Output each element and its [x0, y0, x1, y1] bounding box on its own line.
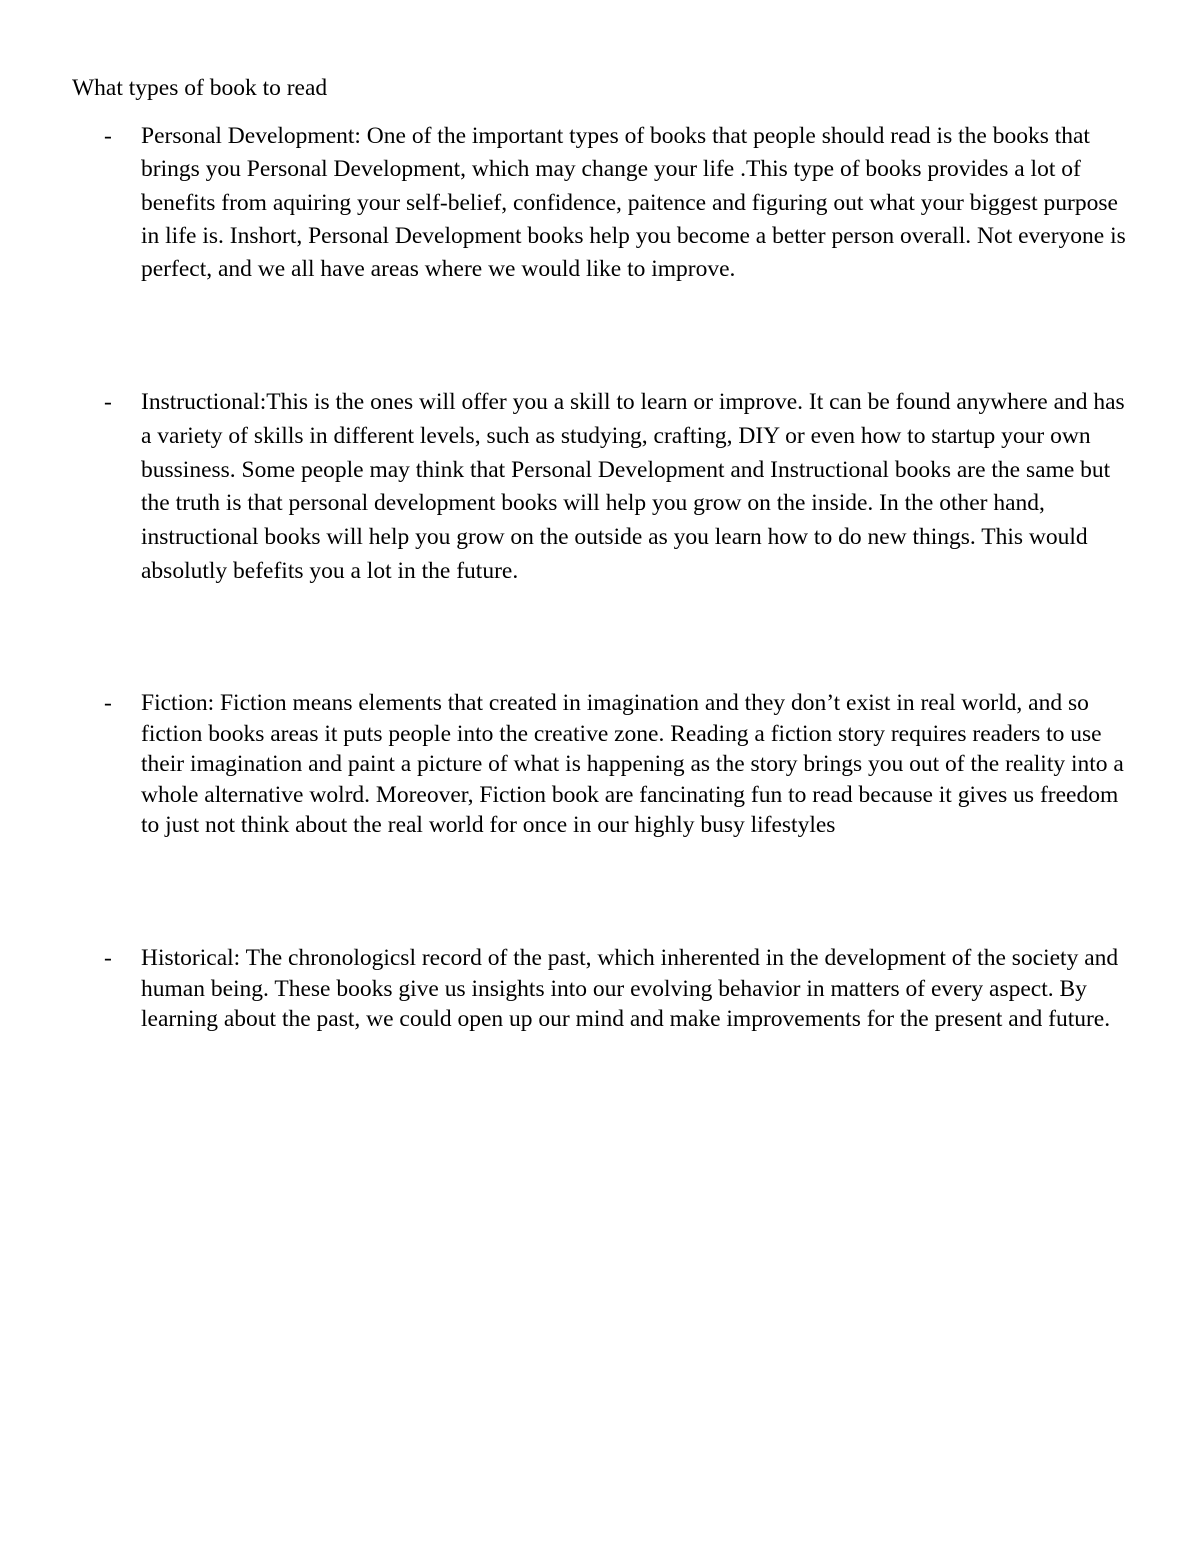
bullet-dash: - — [104, 389, 112, 415]
list-item-text: Instructional:This is the ones will offer you a skill to learn or improve. It can be found anywhere and has a variety of skills in different levels, such as studying, crafting, DIY or even how to startup your own bussiness. Some people may think that Personal Development and Instructional books are the same but the truth is that personal development books will help you grow on the inside. In the other hand, instructional books will help you grow on the outside as you learn how to do new things. This would absolutly befefits you a lot in the future. — [141, 389, 1125, 584]
bullet-dash: - — [104, 690, 112, 716]
list-item-text: Personal Development: One of the important types of books that people should read is the books that brings you Personal Development, which may change your life .This type of books provides a lot of benefits from aquiring your self-belief, confidence, paitence and figuring out what your biggest purpose in life is. Inshort, Personal Development books help you become a better person overall. Not everyone is perfect, and we all have areas where we would like to improve. — [141, 123, 1126, 283]
bullet-dash: - — [104, 945, 112, 971]
document-title: What types of book to read — [72, 75, 328, 101]
list-item-text: Historical: The chronologicsl record of the past, which inherented in the development of the society and human being. These books give us insights into our evolving behavior in matters of every aspect. By learning about the past, we could open up our mind and make improvements for the present and future. — [141, 945, 1119, 1032]
list-item-text: Fiction: Fiction means elements that created in imagination and they don’t exist in real world, and so fiction books areas it puts people into the creative zone. Reading a fiction story requires readers to use their imagination and paint a picture of what is happening as the story brings you out of the reality into a whole alternative wolrd. Moreover, Fiction book are fancinating fun to read because it gives us freedom to just not think about the real world for once in our highly busy lifestyles — [141, 690, 1124, 838]
bullet-dash: - — [104, 123, 112, 149]
